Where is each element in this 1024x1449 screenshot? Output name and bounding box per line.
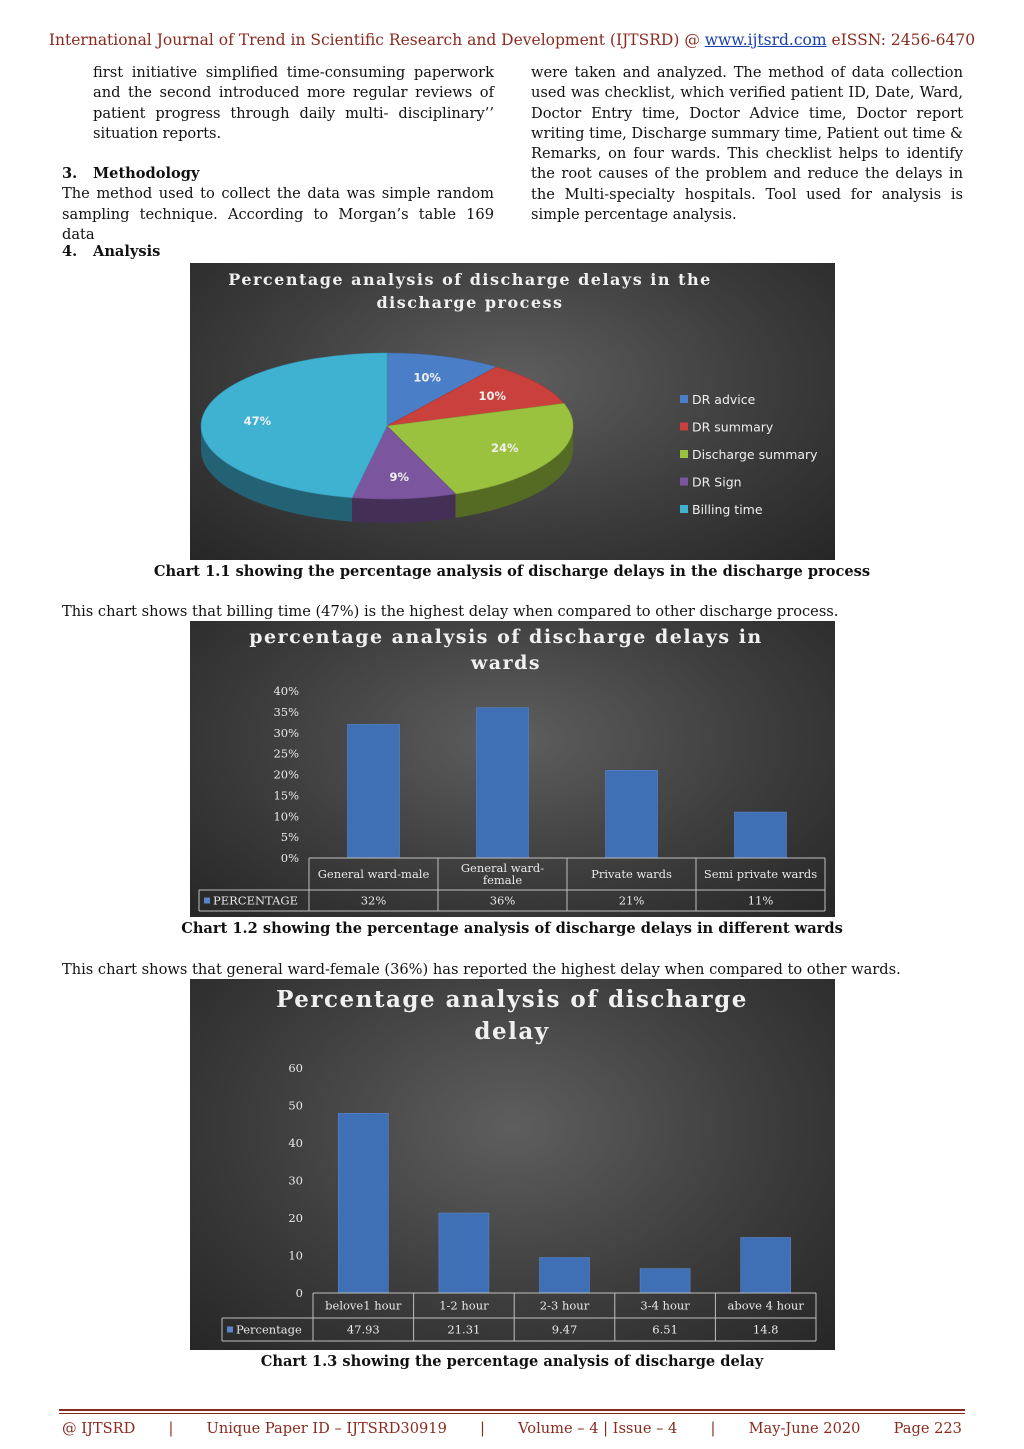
y-tick-label: 40%	[273, 684, 299, 698]
chart-1-summary: This chart shows that billing time (47%) is the highest delay when compared to other discharge process.	[62, 603, 839, 620]
pie-slice-label: 10%	[478, 389, 507, 403]
methodology-continued-paragraph: were taken and analyzed. The method of data collection used was checklist, which verified patient ID, Date, Ward, Doctor Entry time, Doctor Advice time, Doctor report writing time, Discharge summary time, Patient out time & Remarks, on four wards. This checklist helps to identify the root causes of the problem and reduce the delays in the Multi-specialty hospitals. Tool used for analysis is simple percentage analysis.	[531, 64, 963, 224]
left-column	[62, 63, 494, 245]
section-4-title: Analysis	[93, 243, 161, 260]
section-3-title: Methodology	[93, 165, 200, 183]
category-label: belove1 hour	[325, 1298, 402, 1313]
series-legend-label: Percentage	[236, 1322, 302, 1337]
journal-name: International Journal of Trend in Scientific Research and Development (IJTSRD) @	[48, 31, 705, 49]
journal-header	[0, 31, 1024, 49]
bar	[338, 1113, 388, 1293]
series-legend-swatch	[227, 1327, 233, 1333]
section-3-heading	[62, 164, 494, 184]
y-tick-label: 15%	[273, 788, 299, 803]
table-value: 21.31	[447, 1322, 481, 1337]
table-value: 21%	[618, 893, 645, 908]
footer-page: Page 223	[893, 1420, 962, 1437]
bar1-title-line-2: wards	[470, 652, 542, 674]
chart-2-bar	[190, 621, 835, 917]
footer-separator: |	[480, 1420, 485, 1437]
table-value: 14.8	[752, 1322, 779, 1337]
pie-title-line-1: Percentage analysis of discharge delays in the	[228, 270, 712, 289]
y-tick-label: 10	[288, 1248, 303, 1263]
intro-paragraph: first initiative simplified time-consuming paperwork and the second introduced more regular reviews of patient progress through daily multi- disciplinary’’ situation reports.	[93, 64, 494, 142]
y-tick-label: 20	[288, 1211, 303, 1225]
footer-divider-thin	[59, 1413, 965, 1414]
footer-separator: |	[710, 1420, 716, 1437]
bar1-title-line-1: percentage analysis of discharge delays in	[249, 626, 763, 648]
section-4-heading	[62, 243, 160, 260]
footer-paper-id: Unique Paper ID – IJTSRD30919	[206, 1420, 447, 1437]
bar	[735, 812, 787, 858]
methodology-paragraph: The method used to collect the data was simple random sampling technique. According to Morgan’s table 169 data	[62, 185, 494, 244]
delay-bar-chart-svg	[190, 979, 835, 1350]
ward-bar-chart-svg	[190, 621, 835, 917]
pie-slice-label: 10%	[413, 370, 441, 385]
chart-1-caption: Chart 1.1 showing the percentage analysis of discharge delays in the discharge process	[153, 563, 871, 580]
y-tick-label: 25%	[273, 746, 299, 761]
y-tick-label: 60	[288, 1061, 303, 1075]
pie-legend-swatch	[680, 505, 688, 513]
chart-3-caption: Chart 1.3 showing the percentage analysis of discharge delay	[260, 1353, 764, 1370]
table-value: 47.93	[346, 1322, 380, 1337]
pie-legend-swatch	[680, 450, 688, 458]
chart-3-bar	[190, 979, 835, 1350]
y-tick-label: 20%	[273, 767, 299, 782]
bar	[741, 1238, 791, 1294]
footer-divider	[59, 1409, 965, 1411]
y-tick-label: 0%	[280, 851, 299, 865]
y-tick-label: 50	[288, 1098, 303, 1113]
right-column	[531, 63, 963, 225]
table-value: 6.51	[652, 1322, 678, 1337]
y-tick-label: 5%	[280, 830, 299, 845]
pie-legend-swatch	[680, 478, 688, 486]
bar	[348, 724, 400, 858]
bar	[606, 770, 658, 858]
bar	[640, 1269, 690, 1293]
chart-2-caption: Chart 1.2 showing the percentage analysis of discharge delays in different wards	[181, 920, 843, 937]
table-value: 9.47	[551, 1322, 578, 1337]
series-legend-label: PERCENTAGE	[213, 893, 298, 908]
category-label: 1-2 hour	[439, 1298, 489, 1313]
category-label: above 4 hour	[727, 1298, 804, 1313]
bar	[477, 708, 529, 858]
pie-slice-label: 24%	[491, 440, 519, 455]
page-footer	[62, 1420, 962, 1437]
chart-2-summary: This chart shows that general ward-female (36%) has reported the highest delay when compared to other wards.	[62, 961, 901, 978]
y-tick-label: 30	[288, 1173, 303, 1188]
category-label: 3-4 hour	[640, 1298, 690, 1313]
category-label: Private wards	[591, 867, 672, 881]
category-label: General ward-female	[460, 861, 545, 887]
footer-volume: Volume – 4 | Issue – 4	[518, 1420, 678, 1437]
footer-journal: @ IJTSRD	[62, 1420, 136, 1437]
journal-url-link[interactable]: www.ijtsrd.com	[704, 31, 827, 49]
pie-legend-label: DR summary	[692, 419, 774, 435]
chart-1-pie	[190, 263, 835, 560]
y-tick-label: 40	[288, 1136, 303, 1150]
pie-title-line-2: discharge process	[376, 293, 564, 312]
bar2-title-line-1: Percentage analysis of discharge	[276, 986, 748, 1013]
section-4-number: 4.	[62, 243, 78, 260]
y-tick-label: 30%	[273, 725, 299, 740]
y-tick-label: 0	[295, 1286, 303, 1300]
bar	[540, 1258, 590, 1294]
footer-date: May-June 2020	[748, 1420, 861, 1437]
y-tick-label: 35%	[273, 704, 299, 719]
pie-legend-label: DR Sign	[692, 474, 742, 490]
series-legend-swatch	[204, 898, 210, 904]
bar2-title-line-2: delay	[474, 1018, 550, 1045]
table-value: 11%	[747, 893, 774, 908]
footer-separator: |	[168, 1420, 174, 1437]
pie-chart-svg	[190, 263, 835, 560]
section-3-number: 3.	[62, 165, 78, 183]
category-label: Semi private wards	[703, 867, 818, 881]
pie-legend-swatch	[680, 395, 688, 403]
pie-legend-label: Discharge summary	[692, 447, 818, 462]
category-label: 2-3 hour	[539, 1298, 590, 1313]
bar	[439, 1213, 489, 1293]
pie-slice-label: 9%	[389, 469, 410, 484]
table-value: 36%	[489, 893, 516, 908]
pie-legend-label: Billing time	[692, 502, 763, 517]
pie-legend-swatch	[680, 423, 688, 431]
category-label: General ward-male	[317, 867, 430, 881]
journal-issn: eISSN: 2456-6470	[826, 31, 976, 49]
pie-slice-label: 47%	[243, 414, 272, 429]
table-value: 32%	[360, 893, 387, 908]
pie-legend-label: DR advice	[692, 392, 756, 407]
y-tick-label: 10%	[273, 809, 299, 824]
